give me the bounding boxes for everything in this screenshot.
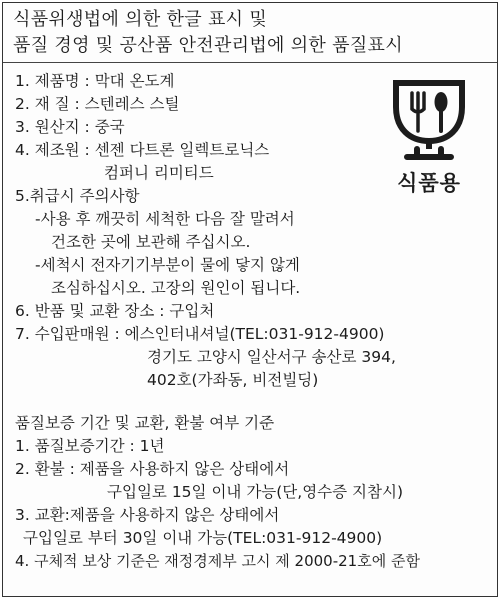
caution-line-1: -사용 후 깨끗히 세척한 다음 잘 말려서: [35, 210, 295, 228]
importer-address-2: 402호(가좌동, 비전빌딩): [147, 371, 319, 389]
item-product-name: 1. 제품명 : 막대 온도계: [15, 72, 175, 90]
item-origin: 3. 원산지 : 중국: [15, 118, 125, 136]
item-manufacturer-cont: 컴퍼니 리미티드: [104, 164, 214, 182]
header-line-1: 식품위생법에 의한 한글 표시 및: [13, 9, 268, 30]
caution-line-2: 건조한 곳에 보관해 주십시오.: [51, 233, 251, 251]
item-material: 2. 재 질 : 스텐레스 스틸: [15, 95, 180, 113]
item-manufacturer: 4. 제조원 : 센젠 다트론 일렉트로닉스: [15, 141, 270, 159]
warranty-line-3: 구입일로 15일 이내 가능(단,영수증 지참시): [107, 483, 404, 501]
warranty-line-6: 4. 구체적 보상 기준은 재정경제부 고시 제 2000-21호에 준함: [15, 552, 420, 570]
cup-fork-spoon-icon: [392, 77, 466, 161]
warranty-title: 품질보증 기간 및 교환, 환불 여부 기준: [15, 414, 275, 432]
header-line-2: 품질 경영 및 공산품 안전관리법에 의한 품질표시: [13, 35, 403, 56]
warranty-line-2: 2. 환불 : 제품을 사용하지 않은 상태에서: [15, 460, 290, 478]
label-header: [3, 3, 497, 63]
importer-address-1: 경기도 고양시 일산서구 송산로 394,: [147, 348, 396, 366]
item-return-place: 6. 반품 및 교환 장소 : 구입처: [15, 302, 215, 320]
product-label: [2, 2, 498, 597]
label-body: [3, 63, 497, 570]
item-caution-title: 5.취급시 주의사항: [15, 187, 140, 205]
item-importer: 7. 수입판매원 : 에스인터내셔널(TEL:031-912-4900): [15, 325, 385, 343]
warranty-line-1: 1. 품질보증기간 : 1년: [15, 437, 165, 455]
food-use-mark: [383, 77, 475, 197]
caution-line-4: 조심하십시오. 고장의 원인이 됩니다.: [51, 279, 301, 297]
caution-line-3: -세척시 전자기기부분이 물에 닿지 않게: [35, 256, 300, 274]
warranty-line-4: 3. 교환:제품을 사용하지 않은 상태에서: [15, 506, 280, 524]
warranty-line-5: 구입일로 부터 30일 이내 가능(TEL:031-912-4900): [23, 529, 383, 547]
food-use-label: 식품용: [397, 171, 461, 195]
